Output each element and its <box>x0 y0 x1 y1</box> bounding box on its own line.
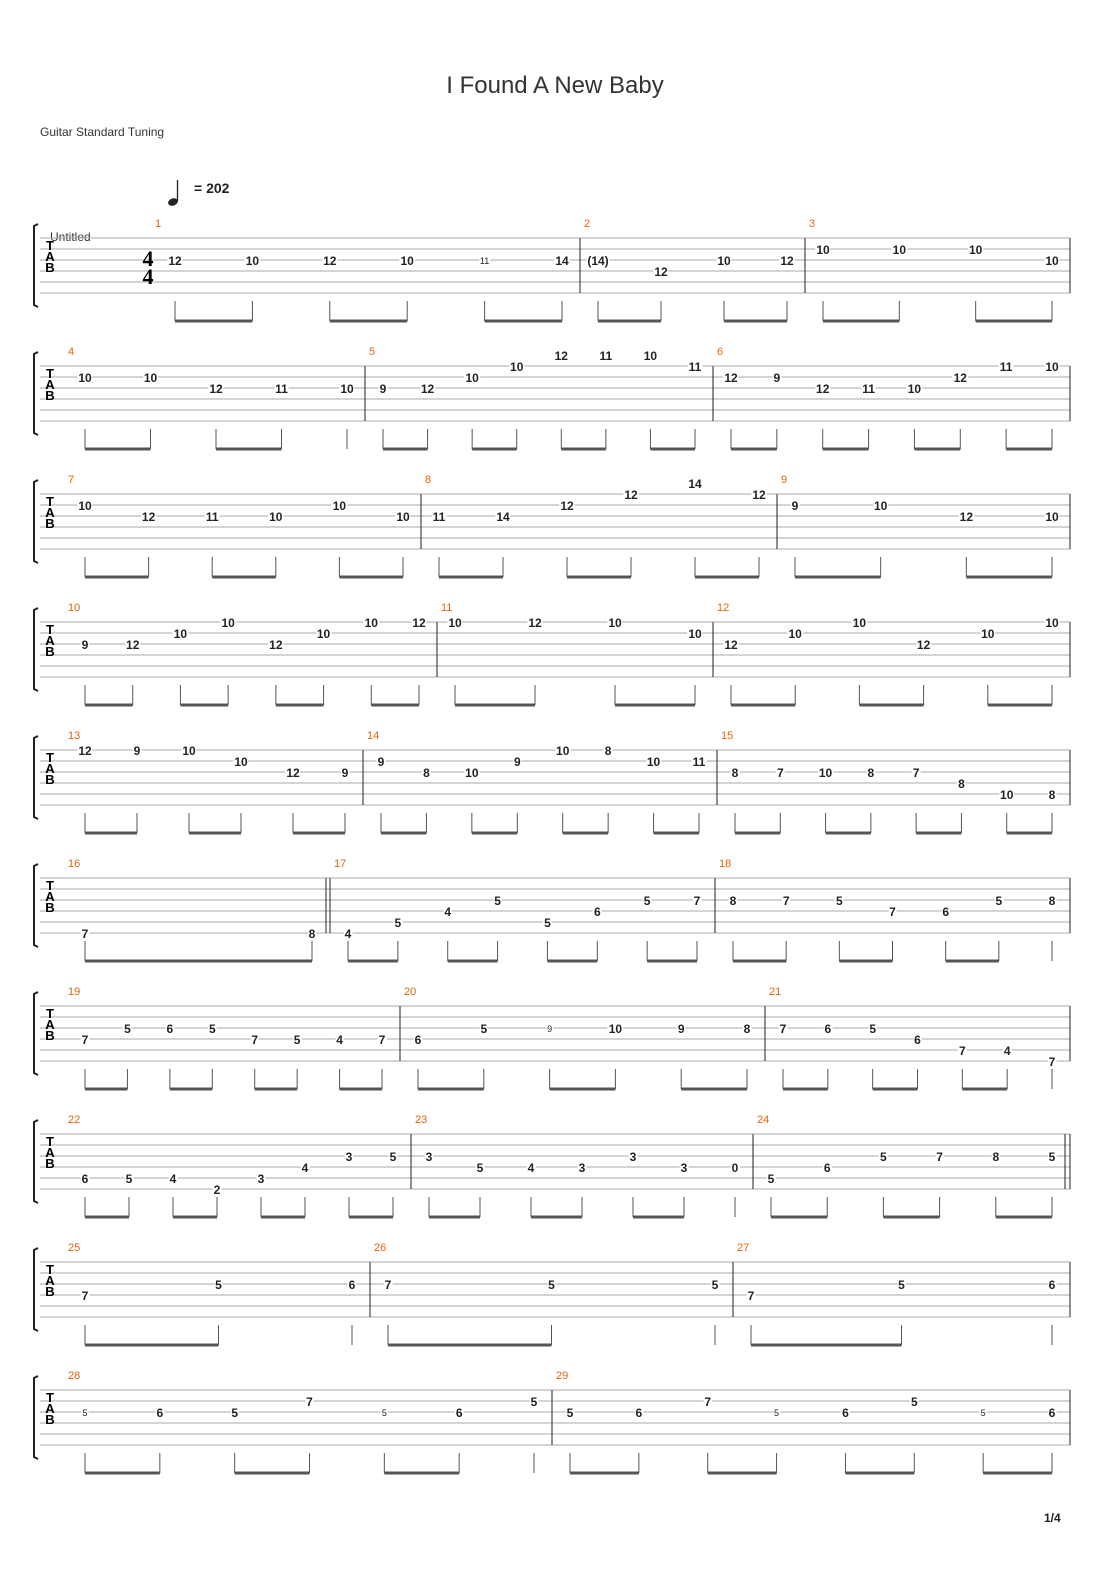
tab-clef-letter: T <box>46 878 54 893</box>
fret-number: 4 <box>169 1171 177 1186</box>
fret-number: 3 <box>257 1171 265 1186</box>
measure-number: 1 <box>155 218 162 230</box>
fret-number: 4 <box>527 1160 535 1175</box>
fret-number: 12 <box>780 253 794 268</box>
fret-number: 6 <box>635 1405 643 1420</box>
measure-number: 28 <box>68 1370 81 1382</box>
fret-number: 10 <box>245 253 260 268</box>
fret-number: 8 <box>308 926 316 941</box>
system-bracket <box>34 352 38 435</box>
fret-number: 9 <box>791 498 799 513</box>
fret-number: 7 <box>306 1394 313 1409</box>
fret-number: 4 <box>301 1160 309 1175</box>
fret-number: (14) <box>587 253 609 268</box>
measure-number: 26 <box>374 1242 387 1254</box>
measure-number: 9 <box>781 474 788 486</box>
fret-number: 12 <box>528 615 542 630</box>
tab-system <box>0 344 1110 472</box>
fret-number: 4 <box>336 1032 343 1047</box>
measure-number: 25 <box>68 1242 81 1254</box>
fret-number: 10 <box>852 615 867 630</box>
fret-number: 6 <box>593 904 601 919</box>
fret-number: 5 <box>231 1405 238 1420</box>
tab-system <box>0 1240 1110 1368</box>
fret-number: 10 <box>717 253 731 268</box>
tab-clef-letter: A <box>45 1017 55 1032</box>
tab-system <box>0 856 1110 984</box>
fret-number: 10 <box>448 615 462 630</box>
fret-number: 5 <box>835 893 843 908</box>
fret-number: 7 <box>251 1032 259 1047</box>
grace-fret-number: 5 <box>774 1407 780 1418</box>
measure-number: 3 <box>809 218 816 230</box>
tab-system <box>0 1112 1110 1240</box>
fret-number: 10 <box>173 626 188 641</box>
fret-number: 12 <box>286 765 300 780</box>
fret-number: 14 <box>496 509 510 524</box>
system-bracket <box>34 224 38 307</box>
tab-clef-letter: A <box>45 1145 55 1160</box>
fret-number: 5 <box>711 1277 719 1292</box>
measure-number: 4 <box>68 346 75 358</box>
measure-number: 14 <box>367 730 380 742</box>
tab-clef-letter: T <box>46 366 54 381</box>
fret-number: 5 <box>124 1021 131 1036</box>
fret-number: 3 <box>425 1149 433 1164</box>
measure-number: 7 <box>68 474 75 486</box>
fret-number: 10 <box>316 626 331 641</box>
fret-number: 6 <box>824 1021 832 1036</box>
fret-number: 10 <box>1045 253 1059 268</box>
tab-clef-letter: B <box>45 1028 55 1043</box>
fret-number: 10 <box>400 253 414 268</box>
fret-number: 10 <box>907 381 922 396</box>
fret-number: 5 <box>208 1021 216 1036</box>
fret-number: 10 <box>78 498 92 513</box>
fret-number: 12 <box>323 253 337 268</box>
fret-number: 8 <box>423 765 430 780</box>
fret-number: 3 <box>578 1160 586 1175</box>
score-title: I Found A New Baby <box>446 72 664 99</box>
fret-number: 2 <box>213 1182 221 1197</box>
tab-clef-letter: A <box>45 377 55 392</box>
fret-number: 12 <box>654 264 668 279</box>
staff-lines <box>0 472 1110 600</box>
fret-number: 11 <box>599 348 613 363</box>
quarter-note-icon <box>168 178 192 208</box>
fret-number: 5 <box>643 893 651 908</box>
tab-clef-letter: B <box>45 516 55 531</box>
system-bracket <box>34 608 38 691</box>
fret-number: 12 <box>420 381 435 396</box>
fret-number: 10 <box>646 754 661 769</box>
system-bracket <box>34 480 38 563</box>
fret-number: 6 <box>156 1405 164 1420</box>
tab-clef-letter: T <box>46 1006 54 1021</box>
fret-number: 10 <box>221 615 235 630</box>
tab-clef-letter: B <box>45 1156 55 1171</box>
staff-lines <box>0 1240 1110 1368</box>
fret-number: 12 <box>168 253 182 268</box>
fret-number: 0 <box>731 1160 739 1175</box>
tab-clef-letter: A <box>45 249 55 264</box>
fret-number: 8 <box>992 1149 1000 1164</box>
fret-number: 10 <box>1045 509 1059 524</box>
fret-number: 9 <box>379 381 387 396</box>
fret-number: 10 <box>269 509 283 524</box>
measure-number: 21 <box>769 986 782 998</box>
grace-fret-number: 5 <box>381 1407 387 1418</box>
fret-number: 10 <box>818 765 833 780</box>
staff-lines <box>0 600 1110 728</box>
fret-number: 5 <box>548 1277 555 1292</box>
fret-number: 4 <box>344 926 352 941</box>
fret-number: 10 <box>1045 615 1059 630</box>
fret-number: 12 <box>412 615 426 630</box>
fret-number: 11 <box>692 754 706 769</box>
fret-number: 7 <box>958 1043 966 1058</box>
fret-number: 10 <box>1045 359 1059 374</box>
fret-number: 5 <box>566 1405 574 1420</box>
tab-clef-letter: B <box>45 1412 55 1427</box>
system-bracket <box>34 736 38 819</box>
fret-number: 12 <box>554 348 568 363</box>
fret-number: 10 <box>968 242 983 257</box>
system-bracket <box>34 992 38 1075</box>
tab-system <box>0 728 1110 856</box>
fret-number: 10 <box>396 509 410 524</box>
fret-number: 5 <box>880 1149 887 1164</box>
fret-number: 6 <box>914 1032 921 1047</box>
fret-number: 6 <box>842 1405 849 1420</box>
time-signature-bottom: 4 <box>142 264 154 289</box>
staff-lines <box>0 856 1110 984</box>
staff-lines <box>0 344 1110 472</box>
fret-number: 6 <box>414 1032 422 1047</box>
staff-lines <box>0 984 1110 1112</box>
fret-number: 11 <box>688 359 702 374</box>
tab-clef-letter: T <box>46 1262 54 1277</box>
tab-clef-letter: A <box>45 633 55 648</box>
fret-number: 11 <box>275 381 288 396</box>
fret-number: 5 <box>544 915 551 930</box>
staff-lines <box>0 1368 1110 1496</box>
fret-number: 6 <box>81 1171 89 1186</box>
grace-fret-number: 9 <box>547 1023 553 1034</box>
tab-clef-letter: A <box>45 1401 55 1416</box>
measure-number: 19 <box>68 986 81 998</box>
fret-number: 12 <box>624 487 638 502</box>
tab-clef-letter: B <box>45 388 55 403</box>
fret-number: 4 <box>444 904 452 919</box>
fret-number: 5 <box>293 1032 301 1047</box>
system-bracket <box>34 1248 38 1331</box>
fret-number: 7 <box>81 926 89 941</box>
tab-clef-letter: T <box>46 238 54 253</box>
fret-number: 5 <box>494 893 501 908</box>
fret-number: 8 <box>604 743 612 758</box>
fret-number: 7 <box>779 1021 787 1036</box>
fret-number: 12 <box>752 487 766 502</box>
measure-number: 11 <box>441 602 453 614</box>
fret-number: 5 <box>476 1160 484 1175</box>
measure-number: 23 <box>415 1114 428 1126</box>
fret-number: 5 <box>910 1394 918 1409</box>
fret-number: 9 <box>377 754 385 769</box>
fret-number: 10 <box>816 242 830 257</box>
measure-number: 6 <box>717 346 724 358</box>
fret-number: 8 <box>731 765 739 780</box>
fret-number: 9 <box>513 754 521 769</box>
fret-number: 11 <box>432 509 446 524</box>
fret-number: 7 <box>384 1277 392 1292</box>
fret-number: 5 <box>480 1021 488 1036</box>
fret-number: 10 <box>182 743 196 758</box>
fret-number: 7 <box>782 893 790 908</box>
fret-number: 8 <box>729 893 737 908</box>
fret-number: 10 <box>1000 787 1014 802</box>
fret-number: 7 <box>378 1032 386 1047</box>
fret-number: 6 <box>348 1277 356 1292</box>
measure-number: 8 <box>425 474 432 486</box>
measure-number: 20 <box>404 986 417 998</box>
measure-number: 18 <box>719 858 732 870</box>
fret-number: 5 <box>995 893 1003 908</box>
fret-number: 7 <box>936 1149 943 1164</box>
fret-number: 7 <box>1048 1054 1056 1069</box>
measure-number: 10 <box>68 602 81 614</box>
fret-number: 6 <box>166 1021 174 1036</box>
fret-number: 7 <box>81 1032 89 1047</box>
fret-number: 12 <box>126 637 140 652</box>
tab-clef-letter: B <box>45 260 55 275</box>
measure-number: 27 <box>737 1242 750 1254</box>
fret-number: 6 <box>942 904 949 919</box>
tab-system <box>0 472 1110 600</box>
fret-number: 3 <box>345 1149 353 1164</box>
fret-number: 12 <box>141 509 156 524</box>
fret-number: 10 <box>608 1021 623 1036</box>
fret-number: 10 <box>234 754 248 769</box>
fret-number: 10 <box>332 498 347 513</box>
fret-number: 12 <box>724 370 738 385</box>
time-signature-top: 4 <box>142 246 154 271</box>
grace-fret-number: 5 <box>980 1407 986 1418</box>
fret-number: 6 <box>455 1405 463 1420</box>
fret-number: 5 <box>215 1277 222 1292</box>
grace-fret-number: 5 <box>82 1407 88 1418</box>
measure-number: 12 <box>717 602 730 614</box>
fret-number: 10 <box>340 381 354 396</box>
fret-number: 12 <box>916 637 931 652</box>
fret-number: 5 <box>394 915 402 930</box>
fret-number: 7 <box>704 1394 712 1409</box>
fret-number: 7 <box>693 893 701 908</box>
track-name: Untitled <box>50 230 91 244</box>
measure-number: 15 <box>721 730 734 742</box>
fret-number: 12 <box>209 381 223 396</box>
tab-clef-letter: T <box>46 494 54 509</box>
tab-clef-letter: T <box>46 1390 54 1405</box>
fret-number: 10 <box>364 615 378 630</box>
fret-number: 5 <box>869 1021 876 1036</box>
fret-number: 11 <box>862 381 875 396</box>
fret-number: 14 <box>688 476 702 491</box>
tab-clef-letter: B <box>45 644 55 659</box>
tab-clef-letter: A <box>45 761 55 776</box>
fret-number: 10 <box>873 498 888 513</box>
fret-number: 8 <box>867 765 875 780</box>
tab-clef-letter: B <box>45 1284 55 1299</box>
tempo-value: = 202 <box>194 180 230 196</box>
tab-clef-letter: B <box>45 772 55 787</box>
fret-number: 8 <box>743 1021 751 1036</box>
fret-number: 10 <box>465 370 479 385</box>
fret-number: 6 <box>1048 1405 1056 1420</box>
fret-number: 7 <box>81 1288 89 1303</box>
grace-fret-number: 11 <box>479 255 490 266</box>
fret-number: 12 <box>560 498 574 513</box>
tuning-label: Guitar Standard Tuning <box>40 125 165 139</box>
fret-number: 5 <box>1048 1149 1056 1164</box>
measure-number: 22 <box>68 1114 81 1126</box>
fret-number: 10 <box>892 242 907 257</box>
tempo-marking <box>168 178 230 208</box>
fret-number: 10 <box>981 626 995 641</box>
tab-clef-letter: T <box>46 750 54 765</box>
fret-number: 5 <box>530 1394 538 1409</box>
system-bracket <box>34 1376 38 1459</box>
measure-number: 17 <box>334 858 347 870</box>
staff-lines <box>0 1112 1110 1240</box>
measure-number: 16 <box>68 858 81 870</box>
fret-number: 9 <box>133 743 141 758</box>
fret-number: 5 <box>767 1171 775 1186</box>
fret-number: 12 <box>953 370 967 385</box>
system-bracket <box>34 864 38 947</box>
fret-number: 4 <box>1003 1043 1011 1058</box>
page-number: 1/4 <box>1044 1511 1061 1525</box>
tab-clef-letter: T <box>46 1134 54 1149</box>
fret-number: 12 <box>78 743 92 758</box>
measure-number: 24 <box>757 1114 770 1126</box>
fret-number: 8 <box>1048 787 1056 802</box>
fret-number: 6 <box>823 1160 831 1175</box>
fret-number: 7 <box>747 1288 755 1303</box>
fret-number: 10 <box>608 615 622 630</box>
fret-number: 7 <box>889 904 896 919</box>
fret-number: 5 <box>125 1171 133 1186</box>
tab-clef-letter: A <box>45 1273 55 1288</box>
system-bracket <box>34 1120 38 1203</box>
fret-number: 10 <box>643 348 658 363</box>
fret-number: 8 <box>958 776 965 791</box>
tab-system <box>0 1368 1110 1496</box>
fret-number: 10 <box>688 626 702 641</box>
tab-clef-letter: B <box>45 900 55 915</box>
tab-system <box>0 984 1110 1112</box>
fret-number: 14 <box>555 253 569 268</box>
fret-number: 10 <box>556 743 570 758</box>
fret-number: 7 <box>912 765 920 780</box>
tab-system <box>0 216 1110 344</box>
fret-number: 10 <box>78 370 92 385</box>
fret-number: 9 <box>81 637 89 652</box>
fret-number: 10 <box>465 765 479 780</box>
staff-lines <box>0 216 1110 344</box>
fret-number: 11 <box>205 509 219 524</box>
fret-number: 9 <box>773 370 781 385</box>
fret-number: 10 <box>510 359 524 374</box>
fret-number: 12 <box>959 509 974 524</box>
measure-number: 2 <box>584 218 591 230</box>
measure-number: 29 <box>556 1370 569 1382</box>
fret-number: 5 <box>898 1277 905 1292</box>
tab-clef-letter: A <box>45 889 55 904</box>
fret-number: 3 <box>680 1160 688 1175</box>
fret-number: 9 <box>677 1021 685 1036</box>
fret-number: 3 <box>629 1149 637 1164</box>
tab-clef-letter: T <box>46 622 54 637</box>
fret-number: 10 <box>143 370 158 385</box>
tab-system <box>0 600 1110 728</box>
tab-clef-letter: A <box>45 505 55 520</box>
fret-number: 11 <box>999 359 1013 374</box>
fret-number: 10 <box>788 626 802 641</box>
fret-number: 9 <box>341 765 349 780</box>
fret-number: 8 <box>1048 893 1056 908</box>
fret-number: 5 <box>389 1149 397 1164</box>
fret-number: 12 <box>269 637 283 652</box>
measure-number: 5 <box>369 346 376 358</box>
fret-number: 7 <box>776 765 784 780</box>
fret-number: 12 <box>816 381 830 396</box>
fret-number: 6 <box>1048 1277 1056 1292</box>
fret-number: 12 <box>724 637 738 652</box>
measure-number: 13 <box>68 730 81 742</box>
